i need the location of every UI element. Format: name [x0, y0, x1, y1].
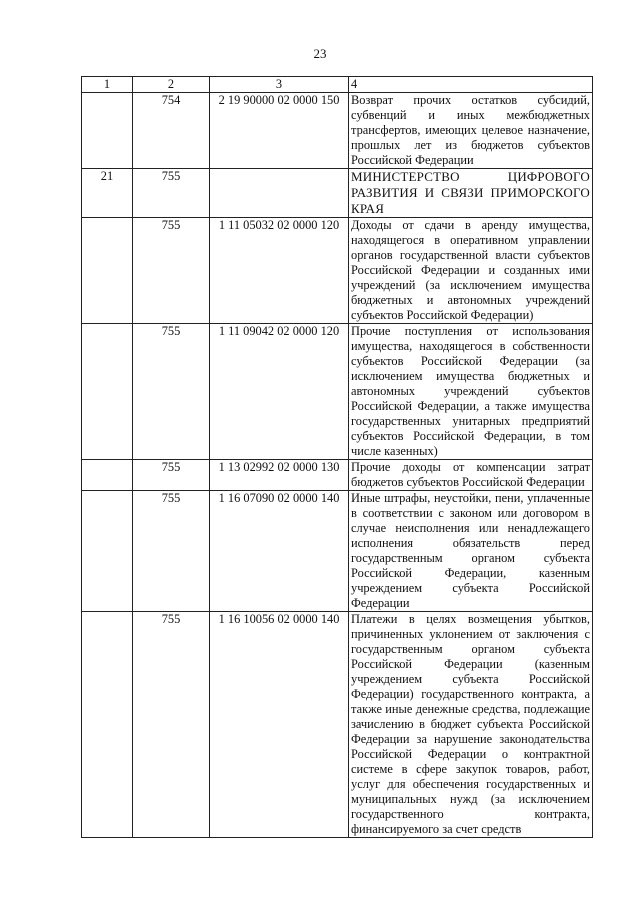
row-number-cell [82, 460, 133, 491]
table-header-row [82, 77, 593, 93]
ministry-name-cell: МИНИСТЕРСТВО ЦИФРОВОГО РАЗВИТИЯ И СВЯЗИ ПРИМОРСКОГО КРАЯ [349, 169, 593, 218]
admin-code-cell: 755 [133, 491, 210, 612]
header-col-4: 4 [349, 77, 593, 93]
table-row [82, 324, 593, 460]
admin-code-cell: 755 [133, 169, 210, 218]
header-col-2: 2 [133, 77, 210, 93]
table-row [82, 612, 593, 838]
page-number: 23 [313, 46, 327, 61]
admin-code-cell: 755 [133, 324, 210, 460]
revenue-code-cell: 1 11 09042 02 0000 120 [210, 324, 349, 460]
row-number-cell: 21 [82, 169, 133, 218]
table-row [82, 491, 593, 612]
description-cell: Прочие поступления от использования имущества, находящегося в собственности субъектов Российской Федерации (за исключением имущества бюджетных и автономных учреждений субъектов Российской Федерации, а также имущества государственных унитарных предприятий субъектов Российской Федерации, в том числе казенных) [349, 324, 593, 460]
description-cell: Иные штрафы, неустойки, пени, уплаченные в соответствии с законом или договором в случае неисполнения или ненадлежащего исполнения обязательств перед государственным органом субъекта Российской Федерации, казенным учреждением субъекта Российской Федерации [349, 491, 593, 612]
table-row [82, 218, 593, 324]
admin-code-cell: 754 [133, 93, 210, 169]
header-col-1: 1 [82, 77, 133, 93]
revenue-codes-table [81, 76, 593, 838]
revenue-code-cell: 1 16 07090 02 0000 140 [210, 491, 349, 612]
description-cell: Платежи в целях возмещения убытков, причиненных уклонением от заключения с государственным органом субъекта Российской Федерации (казенным учреждением субъекта Российской Федерации) государственного контракта, а также иные денежные средства, подлежащие зачислению в бюджет субъекта Российской Федерации за нарушение законодательства Российской Федерации о контрактной системе в сфере закупок товаров, работ, услуг для обеспечения государственных и муниципальных нужд (за исключением государственного контракта, финансируемого за счет средств [349, 612, 593, 838]
admin-code-cell: 755 [133, 218, 210, 324]
admin-code-cell: 755 [133, 460, 210, 491]
revenue-code-cell [210, 169, 349, 218]
row-number-cell [82, 324, 133, 460]
revenue-code-cell: 2 19 90000 02 0000 150 [210, 93, 349, 169]
row-number-cell [82, 93, 133, 169]
row-number-cell [82, 218, 133, 324]
revenue-code-cell: 1 13 02992 02 0000 130 [210, 460, 349, 491]
row-number-cell [82, 491, 133, 612]
table-row [82, 460, 593, 491]
description-cell: Возврат прочих остатков субсидий, субвенций и иных межбюджетных трансфертов, имеющих целевое назначение, прошлых лет из бюджетов субъектов Российской Федерации [349, 93, 593, 169]
description-cell: Прочие доходы от компенсации затрат бюджетов субъектов Российской Федерации [349, 460, 593, 491]
table-row [82, 93, 593, 169]
header-col-3: 3 [210, 77, 349, 93]
description-cell: Доходы от сдачи в аренду имущества, находящегося в оперативном управлении органов государственной власти субъектов Российской Федерации и созданных ими учреждений (за исключением имущества бюджетных и автономных учреждений субъектов Российской Федерации) [349, 218, 593, 324]
admin-code-cell: 755 [133, 612, 210, 838]
table-row [82, 169, 593, 218]
revenue-code-cell: 1 16 10056 02 0000 140 [210, 612, 349, 838]
revenue-code-cell: 1 11 05032 02 0000 120 [210, 218, 349, 324]
row-number-cell [82, 612, 133, 838]
